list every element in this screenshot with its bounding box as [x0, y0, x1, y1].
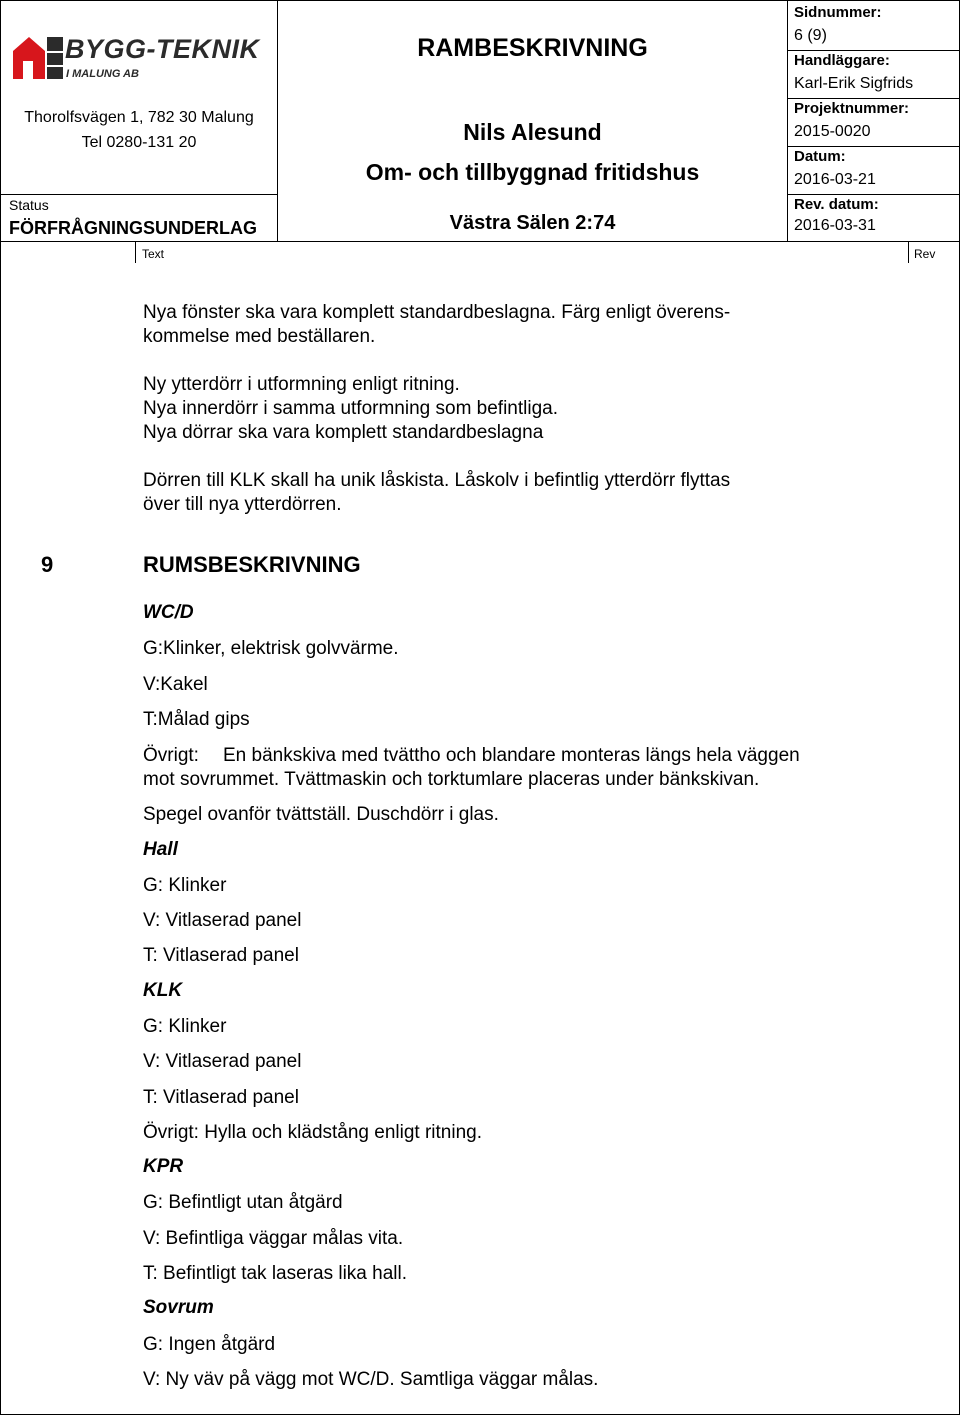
- company-phone: Tel 0280-131 20: [81, 134, 197, 151]
- kpr-ceiling: T: Befintligt tak laseras lika hall.: [143, 1263, 408, 1284]
- room-heading-kpr: KPR: [143, 1156, 184, 1177]
- windows-paragraph-line-1: Nya fönster ska vara komplett standardbeslagna. Färg enligt överens-: [143, 302, 731, 323]
- doors-paragraph-line-2: Nya innerdörr i samma utformning som befintliga.: [143, 398, 559, 419]
- room-heading-sovrum: Sovrum: [143, 1297, 214, 1318]
- meta-row-line-3: [787, 146, 959, 147]
- klk-other: Övrigt: Hylla och klädstång enligt ritning.: [143, 1122, 482, 1143]
- property-designation: Västra Sälen 2:74: [449, 212, 616, 234]
- meta-row-line-1: [787, 50, 959, 51]
- date-label: Datum:: [794, 148, 846, 165]
- page-number-value: 6 (9): [794, 27, 827, 44]
- lock-paragraph-line-1: Dörren till KLK skall ha unik låskista. Låskolv i befintlig ytterdörr flyttas: [143, 470, 731, 491]
- klk-walls: V: Vitlaserad panel: [143, 1051, 302, 1072]
- kpr-floor: G: Befintligt utan åtgärd: [143, 1192, 343, 1213]
- meta-row-line-2: [787, 98, 959, 99]
- project-title: Om- och tillbyggnad fritidshus: [365, 159, 700, 185]
- section-title: RUMSBESKRIVNING: [143, 552, 361, 577]
- header-bottom-line: [1, 241, 959, 242]
- header-divider-right: [787, 1, 788, 241]
- status-value: FÖRFRÅGNINGSUNDERLAG: [9, 218, 257, 238]
- klk-floor: G: Klinker: [143, 1016, 227, 1037]
- room-heading-klk: KLK: [143, 980, 183, 1001]
- wcd-ceiling: T:Målad gips: [143, 709, 250, 730]
- handler-value: Karl-Erik Sigfrids: [794, 75, 914, 92]
- sovrum-floor: G: Ingen åtgärd: [143, 1334, 276, 1355]
- logo-wordmark: BYGG-TEKNIK: [65, 34, 260, 64]
- wcd-floor: G:Klinker, elektrisk golvvärme.: [143, 638, 399, 659]
- wcd-other-label: Övrigt:: [143, 745, 199, 766]
- hall-ceiling: T: Vitlaserad panel: [143, 945, 299, 966]
- page-number-label: Sidnummer:: [794, 4, 882, 21]
- handler-label: Handläggare:: [794, 52, 890, 69]
- klk-ceiling: T: Vitlaserad panel: [143, 1087, 299, 1108]
- doors-paragraph-line-1: Ny ytterdörr i utformning enligt ritning.: [143, 374, 460, 395]
- client-name: Nils Alesund: [463, 119, 602, 145]
- sovrum-walls: V: Ny väv på vägg mot WC/D. Samtliga väggar målas.: [143, 1369, 599, 1390]
- hall-walls: V: Vitlaserad panel: [143, 910, 302, 931]
- wcd-other-line-1: En bänkskiva med tvättho och blandare monteras längs hela väggen: [223, 745, 800, 766]
- kpr-walls: V: Befintliga väggar målas vita.: [143, 1228, 404, 1249]
- status-label: Status: [9, 197, 49, 213]
- document-title: RAMBESKRIVNING: [417, 34, 648, 62]
- hall-floor: G: Klinker: [143, 875, 227, 896]
- wcd-other-line-3: Spegel ovanför tvättställ. Duschdörr i glas.: [143, 804, 499, 825]
- room-heading-hall: Hall: [143, 839, 178, 860]
- lock-paragraph-line-2: över till nya ytterdörren.: [143, 494, 342, 515]
- windows-paragraph-line-2: kommelse med beställaren.: [143, 326, 376, 347]
- project-number-label: Projektnummer:: [794, 100, 910, 117]
- rev-date-label: Rev. datum:: [794, 196, 879, 213]
- project-number-value: 2015-0020: [794, 123, 871, 140]
- wcd-walls: V:Kakel: [143, 674, 208, 695]
- wcd-other-line-2: mot sovrummet. Tvättmaskin och torktumlare placeras under bänkskivan.: [143, 769, 760, 790]
- company-address: Thorolfsvägen 1, 782 30 Malung: [24, 109, 254, 126]
- room-heading-wcd: WC/D: [143, 602, 194, 623]
- section-number: 9: [41, 552, 54, 577]
- rev-column-marker: [908, 241, 909, 263]
- company-logo: [13, 33, 275, 83]
- text-column-marker: [135, 241, 136, 263]
- text-column-label: Text: [142, 247, 165, 261]
- doors-paragraph-line-3: Nya dörrar ska vara komplett standardbeslagna: [143, 422, 544, 443]
- meta-row-line-4: [787, 194, 959, 195]
- rev-column-label: Rev: [914, 247, 936, 261]
- logo-subtitle: I MALUNG AB: [66, 68, 139, 80]
- rev-date-value: 2016-03-31: [794, 217, 876, 234]
- logo-house-icon: [13, 33, 65, 81]
- status-divider-line: [1, 194, 277, 195]
- date-value: 2016-03-21: [794, 171, 876, 188]
